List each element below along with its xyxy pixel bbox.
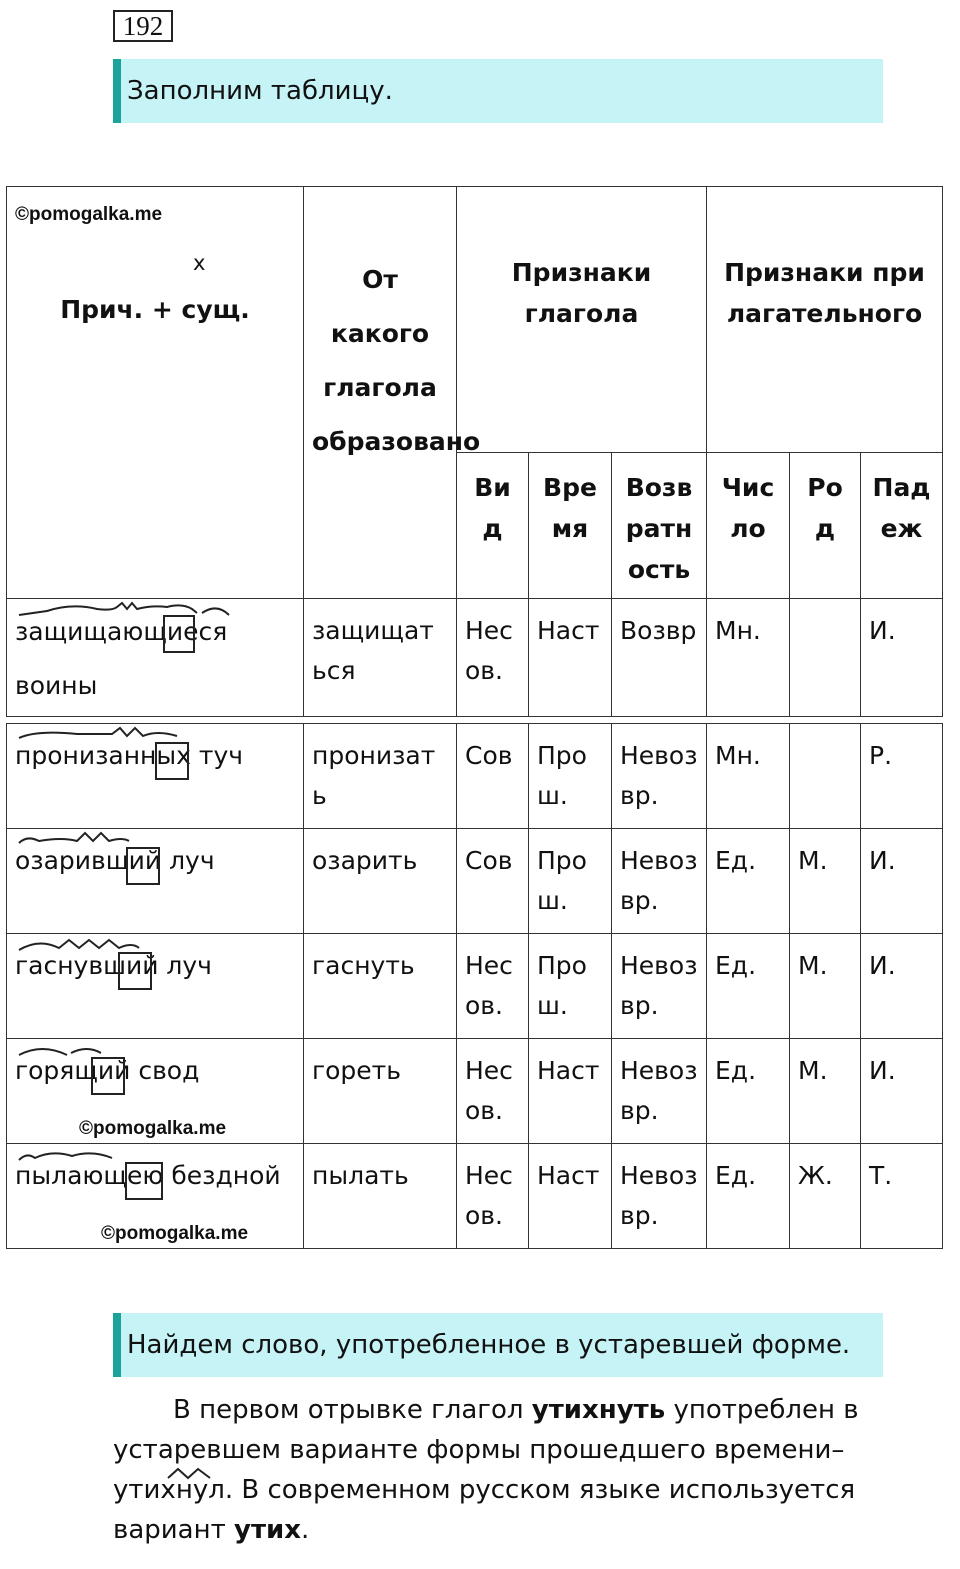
cell-phrase — [7, 934, 304, 1039]
header-reflexivity: Возвратность — [612, 453, 707, 599]
ending-box — [126, 847, 160, 885]
phrase-text: гаснувший луч — [15, 951, 212, 980]
cell-reflexivity: Невозвр. — [612, 1144, 707, 1249]
ending-box — [118, 952, 152, 990]
morpheme-marks — [17, 936, 177, 954]
header-cell-source-verb — [304, 187, 481, 599]
cell-phrase — [7, 724, 304, 829]
table-row — [7, 724, 943, 829]
cell-phrase — [7, 829, 304, 934]
ending-box — [163, 615, 195, 653]
cell-reflexivity: Невозвр. — [612, 829, 707, 934]
cell-reflexivity: Невозвр. — [612, 724, 707, 829]
cell-gender — [790, 724, 861, 829]
cell-gender: М. — [790, 934, 861, 1039]
table-row — [7, 1144, 943, 1249]
task-number: 192 — [113, 10, 173, 42]
cell-aspect: Несов. — [457, 599, 529, 717]
cell-phrase — [7, 1144, 304, 1249]
cell-number: Мн. — [707, 724, 790, 829]
cell-phrase — [7, 599, 304, 717]
suffix-mark — [166, 1466, 216, 1480]
cell-number: Ед. — [707, 934, 790, 1039]
cell-tense: Наст — [529, 599, 612, 717]
ending-box — [125, 1162, 163, 1200]
table-row — [7, 934, 943, 1039]
table-row — [7, 1039, 943, 1144]
header-number: Число — [707, 453, 790, 599]
header-cell-adj-features — [707, 187, 943, 453]
cell-case: И. — [861, 829, 943, 934]
cell-case: Т. — [861, 1144, 943, 1249]
cell-aspect: Несов. — [457, 1039, 529, 1144]
cell-gender — [790, 599, 861, 717]
section-banner-obsolete-form: Найдем слово, употребленное в устаревшей форме. — [113, 1313, 883, 1377]
header-mark: х — [193, 251, 206, 275]
cell-gender: М. — [790, 1039, 861, 1144]
cell-verb: озарить — [304, 829, 457, 934]
header-tense: Время — [529, 453, 612, 599]
header-source-verb-label: От какого глагола образовано — [312, 265, 481, 456]
header-table — [6, 186, 943, 599]
cell-aspect: Сов — [457, 724, 529, 829]
cell-gender: Ж. — [790, 1144, 861, 1249]
header-cell-phrase — [7, 187, 304, 599]
cell-reflexivity: Невозвр. — [612, 1039, 707, 1144]
cell-verb: пронизать — [304, 724, 457, 829]
watermark: ©pomogalka.me — [79, 1118, 227, 1139]
table-row — [7, 829, 943, 934]
header-verb-features-label: Признаки глагола — [511, 258, 652, 328]
header-adj-features-label: Признаки прилагательного — [724, 258, 925, 328]
cell-aspect: Несов. — [457, 934, 529, 1039]
cell-tense: Прош. — [529, 829, 612, 934]
cell-case: Р. — [861, 724, 943, 829]
cell-tense: Прош. — [529, 724, 612, 829]
header-cell-verb-features — [457, 187, 707, 453]
row1-table — [6, 598, 943, 717]
phrase-text: горящий свод — [15, 1056, 200, 1085]
cell-reflexivity: Невозвр. — [612, 934, 707, 1039]
cell-tense: Прош. — [529, 934, 612, 1039]
watermark: ©pomogalka.me — [101, 1223, 249, 1244]
para-bold-verb: утихнуть — [531, 1395, 666, 1425]
cell-number: Ед. — [707, 1039, 790, 1144]
header-phrase-label: Прич. + сущ. — [60, 295, 250, 324]
cell-tense: Наст — [529, 1144, 612, 1249]
cell-gender: М. — [790, 829, 861, 934]
cell-number: Ед. — [707, 829, 790, 934]
header-gender: Род — [790, 453, 861, 599]
table-row — [7, 599, 943, 717]
cell-aspect: Несов. — [457, 1144, 529, 1249]
morpheme-marks — [17, 1041, 157, 1059]
cell-number: Мн. — [707, 599, 790, 717]
para-text-1: В первом отрывке глагол — [173, 1395, 532, 1425]
cell-aspect: Сов — [457, 829, 529, 934]
watermark: ©pomogalka.me — [15, 204, 163, 225]
cell-case: И. — [861, 934, 943, 1039]
header-case: Падеж — [861, 453, 943, 599]
header-aspect: Вид — [457, 453, 529, 599]
cell-phrase — [7, 1039, 304, 1144]
para-text-2: употреблен в устаревшем варианте формы прошедшего времени– утихнул. В современном русском языке используется вариант — [113, 1395, 859, 1545]
cell-number: Ед. — [707, 1144, 790, 1249]
cell-verb: гореть — [304, 1039, 457, 1144]
para-bold-modern-form: утих — [234, 1515, 302, 1545]
cell-verb: гаснуть — [304, 934, 457, 1039]
phrase-text: озаривший луч — [15, 846, 215, 875]
rows-table — [6, 723, 943, 1249]
cell-tense: Наст — [529, 1039, 612, 1144]
phrase-text: пронизанных туч — [15, 741, 244, 770]
explanation-paragraph — [113, 1390, 873, 1550]
cell-verb: защищаться — [304, 599, 457, 717]
cell-case: И. — [861, 599, 943, 717]
cell-reflexivity: Возвр — [612, 599, 707, 717]
cell-case: И. — [861, 1039, 943, 1144]
ending-box — [155, 742, 189, 780]
phrase-text: пылающею бездной — [15, 1161, 281, 1190]
morpheme-marks — [17, 601, 227, 619]
cell-verb: пылать — [304, 1144, 457, 1249]
section-banner-fill-table: Заполним таблицу. — [113, 59, 883, 123]
phrase-text: защищающиеся воины — [15, 617, 228, 700]
para-text-3: . — [301, 1515, 310, 1545]
ending-box — [91, 1057, 125, 1095]
